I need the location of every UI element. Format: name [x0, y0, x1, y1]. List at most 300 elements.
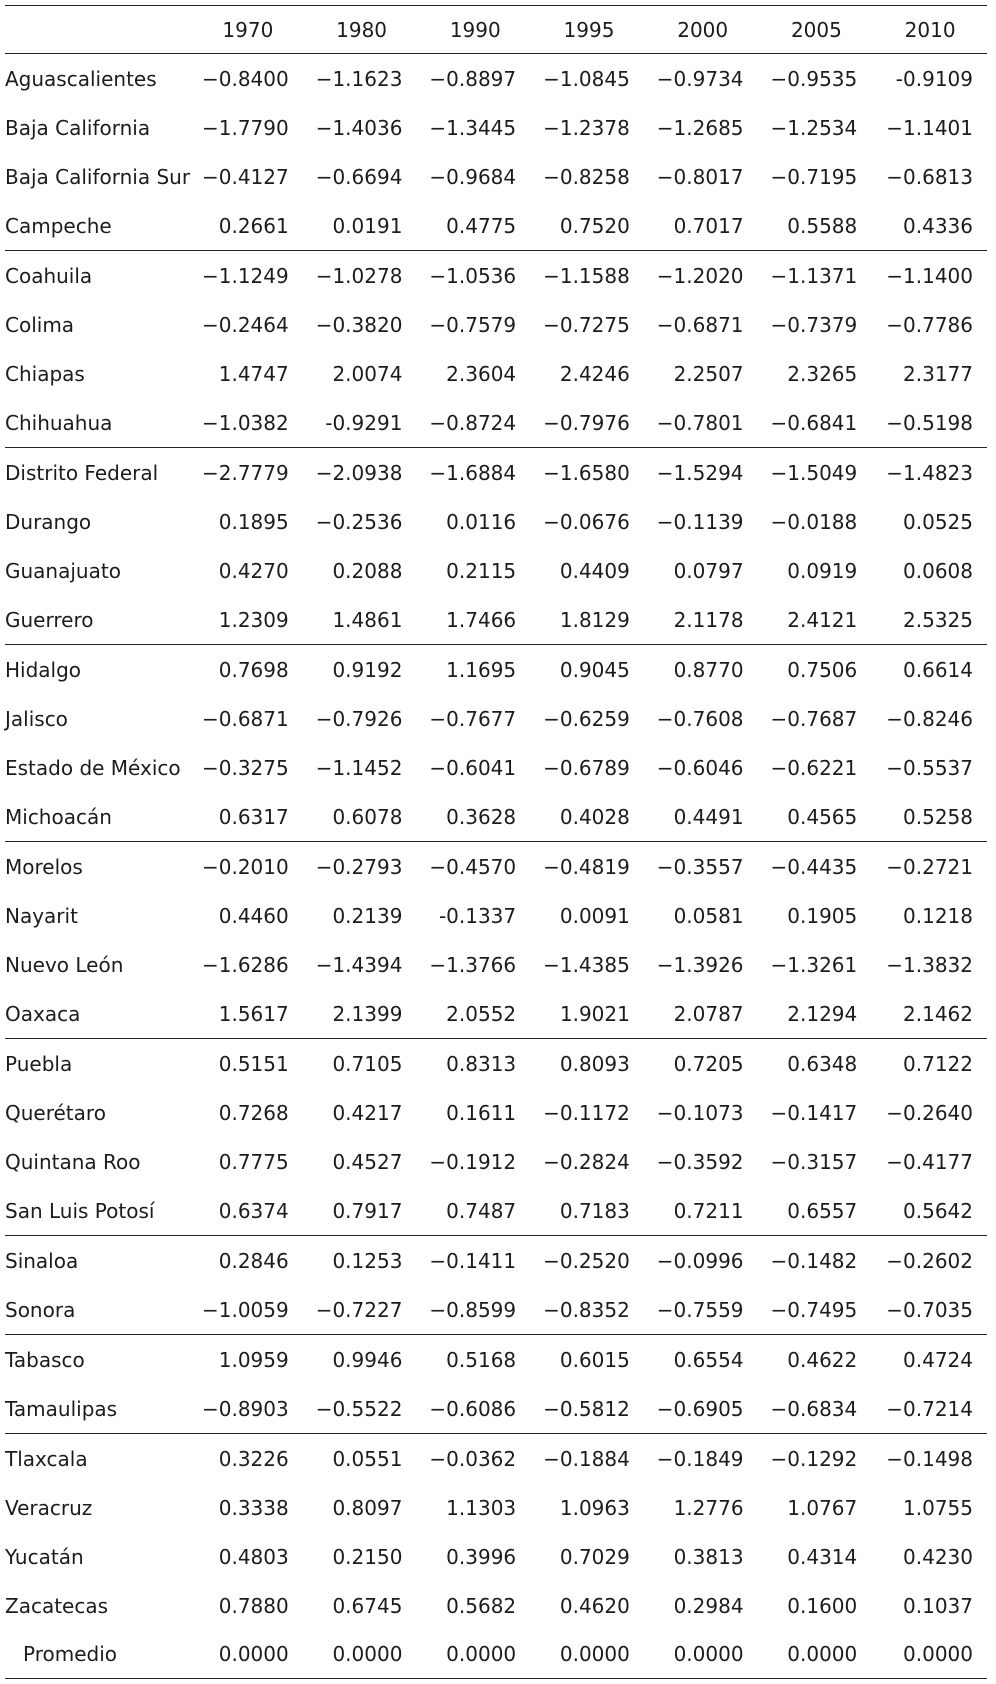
value-cell: −0.8246: [886, 706, 973, 731]
state-name: Jalisco: [5, 706, 68, 731]
total-value-cell: 0.0000: [191, 1630, 305, 1679]
state-name: Estado de México: [5, 755, 181, 780]
value-cell: −0.7495: [760, 1285, 874, 1335]
value-cell: 0.1895: [218, 509, 289, 534]
value-cell: −0.0996: [656, 1248, 744, 1273]
table-row: [5, 1236, 987, 1286]
value-cell: 0.0919: [787, 558, 858, 583]
value-cell: 0.5258: [873, 792, 987, 842]
value-cell: 0.5642: [873, 1186, 987, 1236]
value-cell: 0.9946: [332, 1347, 403, 1372]
value-cell: −0.0362: [429, 1446, 517, 1471]
table-row: [5, 743, 987, 792]
value-cell: −1.4036: [315, 115, 403, 140]
value-cell: -0.9291: [305, 398, 419, 448]
value-cell: −1.1401: [886, 115, 973, 140]
value-cell: 0.2139: [332, 903, 403, 928]
value-cell: 1.2776: [673, 1495, 744, 1520]
value-cell: −0.1849: [656, 1446, 744, 1471]
value-cell: −0.2520: [543, 1248, 630, 1273]
value-cell: 0.3628: [418, 792, 532, 842]
state-name: Coahuila: [5, 263, 93, 288]
value-cell: 2.0552: [418, 989, 532, 1039]
value-cell: 0.2150: [332, 1544, 403, 1569]
value-cell: 2.1178: [646, 595, 760, 645]
total-value-cell: 0.0000: [305, 1630, 419, 1679]
value-cell: 0.9045: [559, 657, 630, 682]
value-cell: 0.7698: [218, 657, 289, 682]
value-cell: 1.0755: [903, 1495, 973, 1520]
header-year: 1990: [449, 17, 501, 42]
value-cell: 1.1695: [446, 657, 517, 682]
value-cell: −0.2640: [886, 1100, 973, 1125]
value-cell: 0.4622: [787, 1347, 858, 1372]
table-row: [5, 300, 987, 349]
value-cell: 0.4314: [787, 1544, 858, 1569]
table-row: [5, 152, 987, 201]
table-row: [5, 989, 987, 1039]
value-cell: −2.0938: [315, 460, 403, 485]
state-name: Nuevo León: [5, 952, 124, 977]
value-cell: 0.6554: [673, 1347, 744, 1372]
value-cell: 2.3604: [446, 361, 517, 386]
value-cell: 0.4620: [559, 1593, 630, 1618]
value-cell: 0.0191: [305, 201, 419, 251]
value-cell: −0.7608: [656, 706, 744, 731]
value-cell: 1.4747: [218, 361, 289, 386]
value-cell: 2.5325: [873, 595, 987, 645]
table-row: [5, 1384, 987, 1434]
value-cell: 0.6015: [559, 1347, 630, 1372]
total-value-cell: 0.0000: [873, 1630, 987, 1679]
total-label: Promedio: [5, 1630, 191, 1679]
value-cell: 2.1399: [305, 989, 419, 1039]
table-row: [5, 1186, 987, 1236]
value-cell: −0.9684: [429, 164, 517, 189]
value-cell: 0.4565: [760, 792, 874, 842]
table-row: [5, 398, 987, 448]
value-cell: −0.0188: [770, 509, 858, 534]
value-cell: 0.8770: [673, 657, 744, 682]
value-cell: −0.8903: [191, 1384, 305, 1434]
value-cell: −0.3557: [656, 854, 744, 879]
table-row: [5, 1088, 987, 1137]
value-cell: −0.3820: [315, 312, 403, 337]
value-cell: −1.3445: [429, 115, 517, 140]
value-cell: −0.3275: [201, 755, 289, 780]
state-name: Sinaloa: [5, 1248, 79, 1273]
value-cell: 0.7122: [903, 1051, 973, 1076]
state-name: Oaxaca: [5, 989, 191, 1039]
value-cell: −0.6871: [656, 312, 744, 337]
value-cell: −1.7790: [201, 115, 289, 140]
value-cell: −1.0382: [191, 398, 305, 448]
state-name: San Luis Potosí: [5, 1186, 191, 1236]
value-cell: −0.6841: [760, 398, 874, 448]
table-row: [5, 1335, 987, 1385]
value-cell: −0.5198: [873, 398, 987, 448]
value-cell: 2.1462: [873, 989, 987, 1039]
value-cell: −1.6286: [201, 952, 289, 977]
state-name: Morelos: [5, 854, 83, 879]
value-cell: −0.7227: [305, 1285, 419, 1335]
value-cell: −0.7976: [532, 398, 646, 448]
value-cell: −0.4819: [543, 854, 630, 879]
state-name: Hidalgo: [5, 657, 82, 682]
value-cell: 1.1303: [446, 1495, 517, 1520]
value-cell: −0.7275: [543, 312, 630, 337]
value-cell: 2.3177: [903, 361, 973, 386]
value-cell: −1.1371: [770, 263, 858, 288]
value-cell: 0.4775: [418, 201, 532, 251]
value-cell: 0.0551: [332, 1446, 403, 1471]
value-cell: −1.4385: [543, 952, 630, 977]
value-cell: 0.7105: [332, 1051, 403, 1076]
value-cell: −0.6871: [201, 706, 289, 731]
value-cell: −1.4823: [886, 460, 973, 485]
value-cell: −1.3832: [886, 952, 973, 977]
value-cell: 0.0797: [673, 558, 744, 583]
state-name: Nayarit: [5, 903, 78, 928]
value-cell: 0.5168: [446, 1347, 517, 1372]
value-cell: 2.2507: [673, 361, 744, 386]
value-cell: 0.3813: [673, 1544, 744, 1569]
value-cell: −0.9535: [770, 66, 858, 91]
value-cell: 0.6317: [191, 792, 305, 842]
state-name: Tlaxcala: [5, 1446, 88, 1471]
table-row: [5, 940, 987, 989]
value-cell: 0.2088: [332, 558, 403, 583]
value-cell: 0.4336: [873, 201, 987, 251]
value-cell: −0.7926: [315, 706, 403, 731]
value-cell: −1.0278: [315, 263, 403, 288]
value-cell: 0.3996: [446, 1544, 517, 1569]
value-cell: 0.4460: [218, 903, 289, 928]
value-cell: 2.3265: [787, 361, 858, 386]
value-cell: 0.0581: [673, 903, 744, 928]
state-name: Baja California Sur: [5, 164, 191, 189]
state-name: Sonora: [5, 1285, 191, 1335]
value-cell: −0.6259: [543, 706, 630, 731]
value-cell: −0.7195: [770, 164, 858, 189]
table-row: [5, 891, 987, 940]
state-name: Yucatán: [5, 1544, 84, 1569]
state-name: Chiapas: [5, 361, 85, 386]
value-cell: 0.4270: [218, 558, 289, 583]
value-cell: 1.0963: [559, 1495, 630, 1520]
value-cell: 0.0525: [903, 509, 973, 534]
value-cell: −0.6905: [646, 1384, 760, 1434]
value-cell: −0.6046: [656, 755, 744, 780]
value-cell: −0.8897: [429, 66, 517, 91]
value-cell: 0.7183: [532, 1186, 646, 1236]
value-cell: −1.1623: [315, 66, 403, 91]
value-cell: 0.4724: [903, 1347, 973, 1372]
value-cell: 0.7775: [218, 1149, 289, 1174]
value-cell: −0.1411: [429, 1248, 517, 1273]
table-row: [5, 1039, 987, 1089]
table-row: [5, 1483, 987, 1532]
value-cell: 0.0116: [446, 509, 517, 534]
value-cell: −0.6041: [429, 755, 517, 780]
state-name: Colima: [5, 312, 75, 337]
value-cell: −0.5537: [886, 755, 973, 780]
value-cell: −0.1139: [656, 509, 744, 534]
value-cell: −0.9734: [656, 66, 744, 91]
value-cell: 0.7268: [218, 1100, 289, 1125]
value-cell: −0.1172: [543, 1100, 630, 1125]
value-cell: −0.3592: [656, 1149, 744, 1174]
index-table: [5, 5, 987, 1679]
state-name: Tamaulipas: [5, 1384, 191, 1434]
value-cell: 0.8313: [446, 1051, 517, 1076]
table-row: [5, 54, 987, 104]
value-cell: 0.4230: [903, 1544, 973, 1569]
value-cell: −1.1400: [886, 263, 973, 288]
value-cell: 0.1611: [446, 1100, 517, 1125]
value-cell: −1.0059: [191, 1285, 305, 1335]
value-cell: −1.0536: [429, 263, 517, 288]
value-cell: −1.6580: [543, 460, 630, 485]
value-cell: 0.3338: [218, 1495, 289, 1520]
value-cell: 2.1294: [760, 989, 874, 1039]
header-year: 1970: [222, 17, 274, 42]
value-cell: 0.6745: [332, 1593, 403, 1618]
value-cell: 0.0608: [903, 558, 973, 583]
table-row: [5, 1434, 987, 1484]
value-cell: −0.5522: [305, 1384, 419, 1434]
value-cell: 0.4217: [332, 1100, 403, 1125]
value-cell: 0.8093: [559, 1051, 630, 1076]
table-row: [5, 546, 987, 595]
value-cell: −0.3157: [770, 1149, 858, 1174]
value-cell: 0.7487: [418, 1186, 532, 1236]
value-cell: −1.3766: [429, 952, 517, 977]
value-cell: −0.7035: [873, 1285, 987, 1335]
value-cell: −0.6086: [418, 1384, 532, 1434]
value-cell: 0.7880: [218, 1593, 289, 1618]
value-cell: −0.7677: [429, 706, 517, 731]
value-cell: 0.6557: [760, 1186, 874, 1236]
value-cell: −1.0845: [543, 66, 630, 91]
value-cell: −0.6694: [315, 164, 403, 189]
value-cell: −0.7801: [646, 398, 760, 448]
value-cell: -0.1337: [438, 903, 517, 928]
table-row: [5, 448, 987, 498]
state-name: Guanajuato: [5, 558, 121, 583]
value-cell: −0.1482: [770, 1248, 858, 1273]
value-cell: −0.1073: [656, 1100, 744, 1125]
table-row: [5, 103, 987, 152]
value-cell: 2.0074: [332, 361, 403, 386]
value-cell: 0.8097: [332, 1495, 403, 1520]
value-cell: 0.5682: [446, 1593, 517, 1618]
value-cell: −0.7687: [770, 706, 858, 731]
value-cell: 0.4491: [646, 792, 760, 842]
data-table-container: [5, 5, 987, 1679]
value-cell: −0.2536: [315, 509, 403, 534]
value-cell: 1.0959: [218, 1347, 289, 1372]
value-cell: 1.0767: [787, 1495, 858, 1520]
value-cell: 0.1218: [903, 903, 973, 928]
state-name: Aguascalientes: [5, 66, 157, 91]
value-cell: 0.7017: [646, 201, 760, 251]
table-row: [5, 595, 987, 645]
value-cell: 0.2846: [218, 1248, 289, 1273]
value-cell: 0.7029: [559, 1544, 630, 1569]
state-name: Michoacán: [5, 792, 191, 842]
value-cell: 0.6078: [305, 792, 419, 842]
value-cell: −0.7379: [770, 312, 858, 337]
header-year: 2000: [677, 17, 729, 42]
value-cell: 0.4527: [332, 1149, 403, 1174]
state-name: Puebla: [5, 1051, 73, 1076]
value-cell: −0.7559: [646, 1285, 760, 1335]
value-cell: 0.4409: [559, 558, 630, 583]
value-cell: −0.1498: [886, 1446, 973, 1471]
total-value-cell: 0.0000: [418, 1630, 532, 1679]
value-cell: 0.0091: [559, 903, 630, 928]
value-cell: −0.8017: [656, 164, 744, 189]
value-cell: 1.9021: [532, 989, 646, 1039]
total-value-cell: 0.0000: [646, 1630, 760, 1679]
value-cell: −0.6221: [770, 755, 858, 780]
value-cell: −0.1912: [429, 1149, 517, 1174]
value-cell: −1.3261: [770, 952, 858, 977]
table-row: [5, 1532, 987, 1581]
value-cell: −0.1884: [543, 1446, 630, 1471]
state-name: Querétaro: [5, 1100, 106, 1125]
value-cell: 0.7917: [305, 1186, 419, 1236]
state-name: Campeche: [5, 201, 191, 251]
table-row: [5, 842, 987, 892]
value-cell: −1.6884: [429, 460, 517, 485]
header-row: [5, 6, 987, 54]
table-row: [5, 694, 987, 743]
value-cell: −1.2534: [770, 115, 858, 140]
state-name: Guerrero: [5, 595, 191, 645]
value-cell: 0.2115: [446, 558, 517, 583]
value-cell: −0.2010: [201, 854, 289, 879]
value-cell: 0.1037: [903, 1593, 973, 1618]
value-cell: 0.9192: [332, 657, 403, 682]
value-cell: −0.4127: [201, 164, 289, 189]
value-cell: 2.4246: [559, 361, 630, 386]
value-cell: -0.9109: [895, 66, 973, 91]
header-year: 2005: [790, 17, 842, 42]
value-cell: −1.4394: [315, 952, 403, 977]
value-cell: 0.5588: [760, 201, 874, 251]
table-body: [5, 54, 987, 1679]
value-cell: −0.8724: [418, 398, 532, 448]
value-cell: 0.4803: [218, 1544, 289, 1569]
value-cell: 0.7205: [673, 1051, 744, 1076]
value-cell: −0.2602: [886, 1248, 973, 1273]
state-name: Quintana Roo: [5, 1149, 141, 1174]
value-cell: −0.8400: [201, 66, 289, 91]
value-cell: −0.2721: [886, 854, 973, 879]
value-cell: −0.6834: [760, 1384, 874, 1434]
value-cell: −1.2020: [656, 263, 744, 288]
header-year: 1980: [336, 17, 388, 42]
value-cell: 0.3226: [218, 1446, 289, 1471]
value-cell: −0.7579: [429, 312, 517, 337]
value-cell: 0.4028: [532, 792, 646, 842]
value-cell: 1.5617: [191, 989, 305, 1039]
value-cell: −0.0676: [543, 509, 630, 534]
header-year: 2010: [904, 17, 956, 42]
state-name: Tabasco: [5, 1347, 85, 1372]
value-cell: −1.1588: [543, 263, 630, 288]
table-row: [5, 792, 987, 842]
value-cell: −1.1249: [201, 263, 289, 288]
value-cell: −0.8599: [418, 1285, 532, 1335]
value-cell: −0.6789: [543, 755, 630, 780]
value-cell: −1.5049: [770, 460, 858, 485]
state-name: Veracruz: [5, 1495, 93, 1520]
value-cell: −1.3926: [656, 952, 744, 977]
value-cell: −0.8258: [543, 164, 630, 189]
header-corner: [5, 6, 191, 54]
value-cell: −1.1452: [315, 755, 403, 780]
value-cell: −0.8352: [532, 1285, 646, 1335]
value-cell: 1.8129: [532, 595, 646, 645]
total-row: [5, 1630, 987, 1679]
value-cell: −1.2378: [543, 115, 630, 140]
value-cell: 0.1253: [332, 1248, 403, 1273]
value-cell: 1.4861: [305, 595, 419, 645]
value-cell: 0.7520: [532, 201, 646, 251]
value-cell: 2.4121: [760, 595, 874, 645]
value-cell: −0.2793: [315, 854, 403, 879]
value-cell: 0.6374: [191, 1186, 305, 1236]
state-name: Zacatecas: [5, 1593, 109, 1618]
value-cell: −0.2824: [543, 1149, 630, 1174]
total-value-cell: 0.0000: [532, 1630, 646, 1679]
value-cell: −0.1292: [770, 1446, 858, 1471]
header-year: 1995: [563, 17, 615, 42]
table-row: [5, 1137, 987, 1186]
value-cell: −0.7786: [886, 312, 973, 337]
table-row: [5, 251, 987, 301]
value-cell: −0.4435: [770, 854, 858, 879]
total-value-cell: 0.0000: [760, 1630, 874, 1679]
value-cell: −1.2685: [656, 115, 744, 140]
value-cell: 0.5151: [218, 1051, 289, 1076]
value-cell: 0.7506: [787, 657, 858, 682]
value-cell: −2.7779: [201, 460, 289, 485]
state-name: Durango: [5, 509, 92, 534]
value-cell: −0.5812: [532, 1384, 646, 1434]
value-cell: 1.7466: [418, 595, 532, 645]
value-cell: 0.2661: [191, 201, 305, 251]
value-cell: 0.6614: [903, 657, 973, 682]
value-cell: −1.5294: [656, 460, 744, 485]
value-cell: −0.4177: [886, 1149, 973, 1174]
value-cell: −0.4570: [429, 854, 517, 879]
value-cell: 1.2309: [191, 595, 305, 645]
state-name: Baja California: [5, 115, 151, 140]
value-cell: 2.0787: [646, 989, 760, 1039]
value-cell: −0.1417: [770, 1100, 858, 1125]
table-row: [5, 1285, 987, 1335]
value-cell: −0.7214: [873, 1384, 987, 1434]
table-row: [5, 201, 987, 251]
state-name: Distrito Federal: [5, 460, 159, 485]
table-row: [5, 349, 987, 398]
value-cell: 0.7211: [646, 1186, 760, 1236]
value-cell: −0.2464: [201, 312, 289, 337]
